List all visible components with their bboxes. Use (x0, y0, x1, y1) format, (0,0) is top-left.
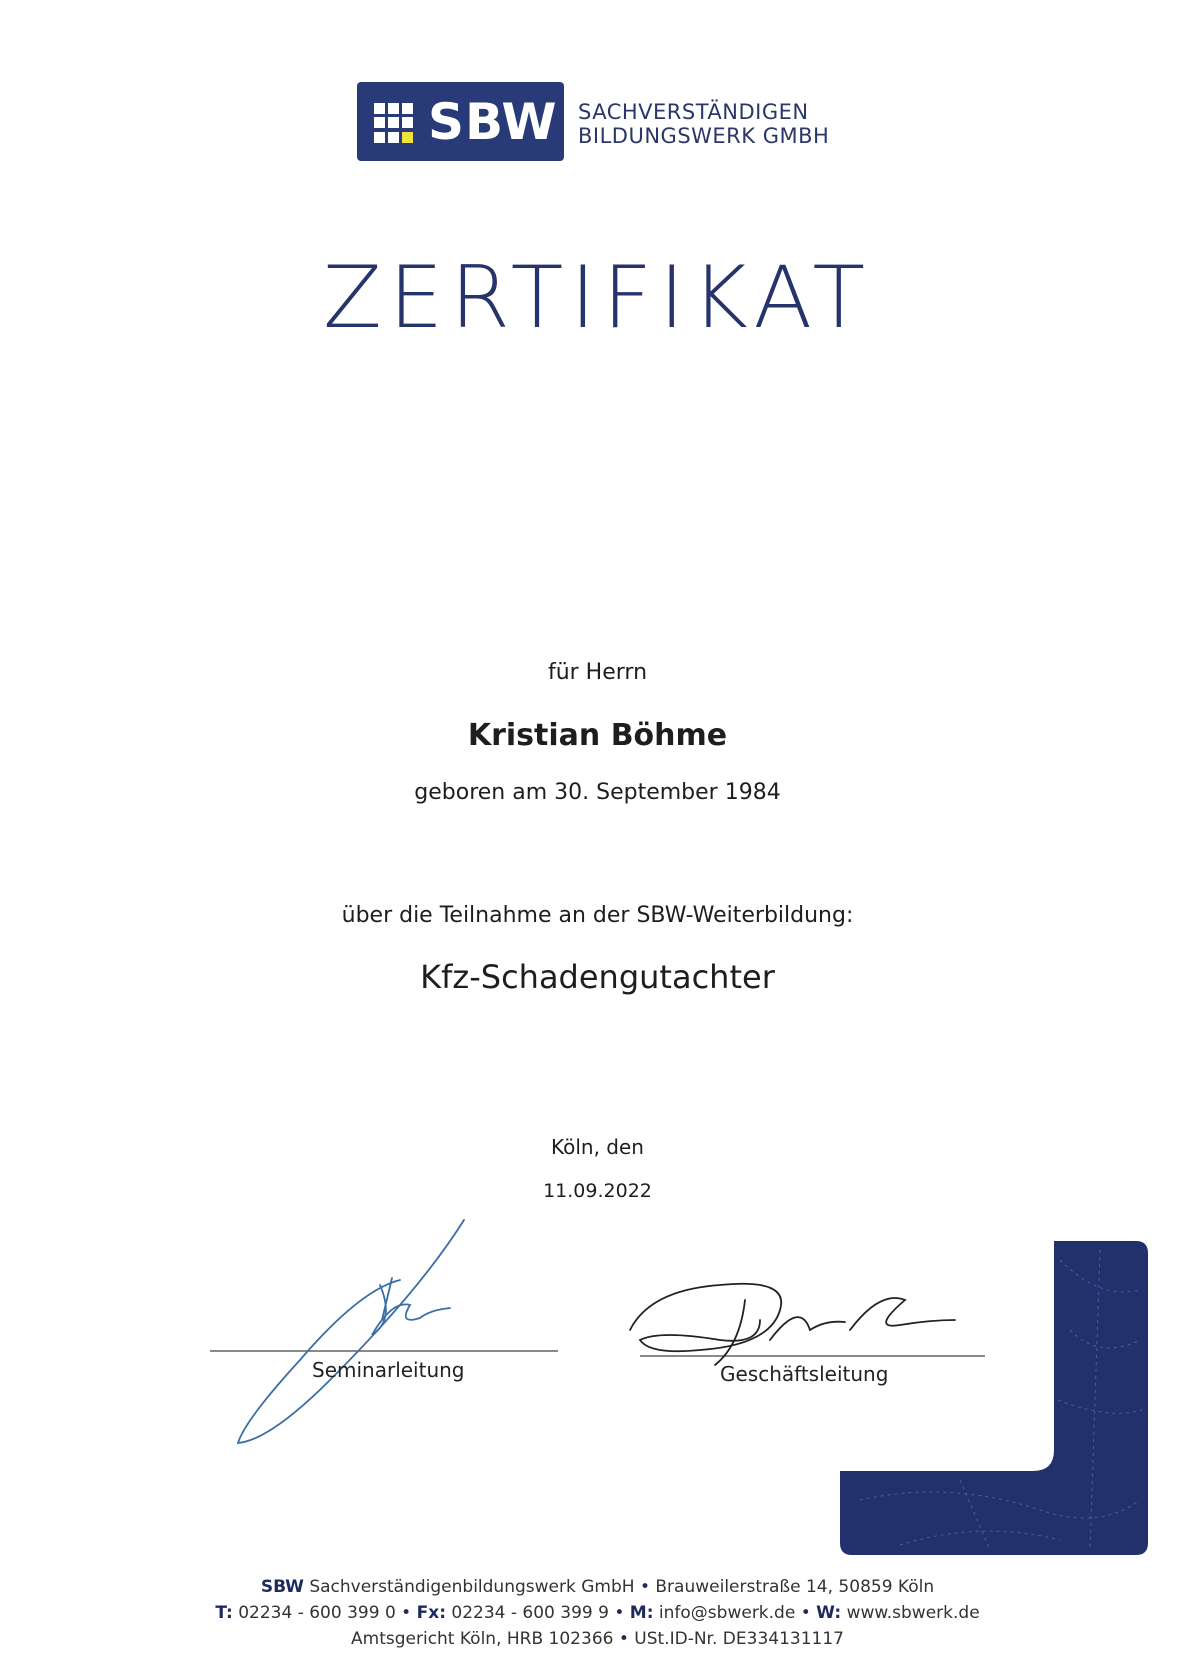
footer-address: Brauweilerstraße 14, 50859 Köln (655, 1577, 935, 1597)
footer-web-label: W: (816, 1603, 842, 1623)
footer-vat: USt.ID-Nr. DE334131117 (634, 1629, 844, 1649)
footer-fax: 02234 - 600 399 9 (451, 1603, 609, 1623)
footer-fax-label: Fx: (416, 1603, 446, 1623)
footer-court: Amtsgericht Köln, HRB 102366 (351, 1629, 614, 1649)
logo-name-line1: SACHVERSTÄNDIGEN (578, 100, 809, 124)
signature-label-left: Seminarleitung (312, 1358, 465, 1382)
footer-mail[interactable]: info@sbwerk.de (658, 1603, 796, 1623)
signature-geschaeftsleitung (630, 1284, 955, 1365)
footer-phone: 02234 - 600 399 0 (238, 1603, 396, 1623)
footer-line2: T: 02234 - 600 399 0 • Fx: 02234 - 600 399 9 • M: info@sbwerk.de • W: www.sbwerk.de (215, 1603, 980, 1623)
logo-mark: SBW (428, 93, 558, 151)
recipient-salutation: für Herrn (547, 660, 648, 685)
certificate-title: ZERTIFIKAT (322, 248, 873, 348)
issue-date: 11.09.2022 (543, 1180, 652, 1202)
footer-company: Sachverständigenbildungswerk GmbH (309, 1577, 635, 1597)
footer-mail-label: M: (629, 1603, 654, 1623)
signature-label-right: Geschäftsleitung (720, 1362, 889, 1386)
issue-place: Köln, den (551, 1135, 644, 1159)
footer-phone-label: T: (215, 1603, 233, 1623)
footer-line1: SBW Sachverständigenbildungswerk GmbH • Brauweilerstraße 14, 50859 Köln (260, 1577, 935, 1597)
course-name: Kfz-Schadengutachter (420, 958, 775, 996)
logo-name-line2: BILDUNGSWERK GMBH (578, 124, 830, 148)
recipient-name: Kristian Böhme (467, 718, 728, 753)
recipient-birth: geboren am 30. September 1984 (414, 780, 781, 805)
footer-brand: SBW (260, 1577, 304, 1597)
footer-line3: Amtsgericht Köln, HRB 102366 • USt.ID-Nr. DE334131117 (351, 1629, 844, 1649)
course-intro: über die Teilnahme an der SBW-Weiterbildung: (341, 903, 854, 928)
footer (0, 1574, 1195, 1652)
signature-seminarleitung (238, 1220, 464, 1443)
footer-web[interactable]: www.sbwerk.de (846, 1603, 980, 1623)
